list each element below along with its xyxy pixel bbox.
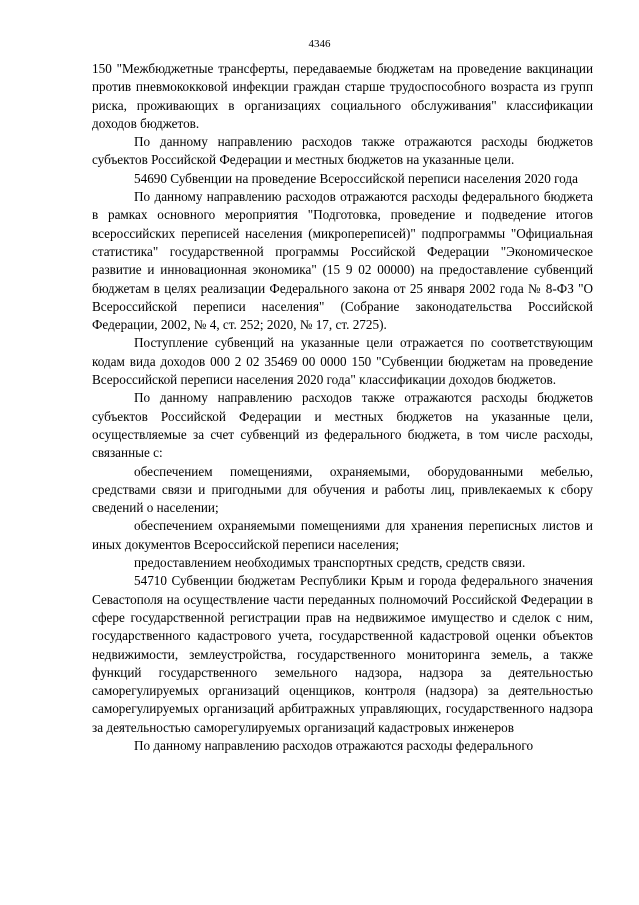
- paragraph-11: По данному направлению расходов отражаются расходы федерального: [134, 737, 534, 753]
- paragraph-3-heading: 54690 Субвенции на проведение Всероссийской переписи населения 2020 года: [134, 170, 578, 186]
- paragraph-7-list-item: обеспечением помещениями, охраняемыми, оборудованными мебелью, средствами связи и пригодными для обучения и работы лиц, привлекаемых к сбору сведений о населении;: [92, 463, 593, 516]
- paragraph-2: По данному направлению расходов также отражаются расходы бюджетов субъектов Российской Федерации и местных бюджетов на указанные цели.: [92, 134, 593, 168]
- page-number: 4346: [308, 38, 331, 50]
- paragraph-8-list-item: обеспечением охраняемыми помещениями для хранения переписных листов и иных документов Всероссийской переписи населения;: [92, 518, 593, 552]
- document-body: [92, 60, 593, 755]
- paragraph-5: Поступление субвенций на указанные цели отражается по соответствующим кодам вида доходов 000 2 02 35469 00 0000 150 "Субвенции бюджетам на проведение Всероссийской переписи населения 2020 года" классификации доходов бюджетов.: [92, 335, 593, 388]
- paragraph-10-heading: 54710 Субвенции бюджетам Республики Крым и города федерального значения Севастополя на осуществление части переданных полномочий Российской Федерации в сфере государственной регистрации прав на недвижимое имущество и сделок с ним, государственного кадастрового учета, государственной кадастровой оценки объектов недвижимости, землеустройства, государственного мониторинга земель, а также функций государственного земельного надзора, надзора за деятельностью саморегулируемых организаций оценщиков, контроля (надзора) за деятельностью саморегулируемых организаций арбитражных управляющих, государственного надзора за деятельностью саморегулируемых организаций кадастровых инженеров: [92, 573, 593, 735]
- paragraph-4: По данному направлению расходов отражаются расходы федерального бюджета в рамках основного мероприятия "Подготовка, проведение и подведение итогов всероссийских переписей населения (микропереписей)" подпрограммы "Официальная статистика" государственной программы Российской Федерации "Экономическое развитие и инновационная экономика" (15 9 02 00000) на предоставление субвенций бюджетам в целях реализации Федерального закона от 25 января 2002 года № 8-ФЗ "О Всероссийской переписи населения" (Собрание законодательства Российской Федерации, 2002, № 4, ст. 252; 2020, № 17, ст. 2725).: [92, 189, 593, 333]
- paragraph-1: 150 "Межбюджетные трансферты, передаваемые бюджетам на проведение вакцинации против пневмококковой инфекции граждан старше трудоспособного возраста из групп риска, проживающих в организациях социального обслуживания" классификации доходов бюджетов.: [92, 61, 593, 131]
- paragraph-9-list-item: предоставлением необходимых транспортных средств, средств связи.: [134, 555, 526, 571]
- paragraph-6: По данному направлению расходов также отражаются расходы бюджетов субъектов Российской Федерации и местных бюджетов на указанные цели, осуществляемые за счет субвенций из федерального бюджета, в том числе расходы, связанные с:: [92, 390, 593, 461]
